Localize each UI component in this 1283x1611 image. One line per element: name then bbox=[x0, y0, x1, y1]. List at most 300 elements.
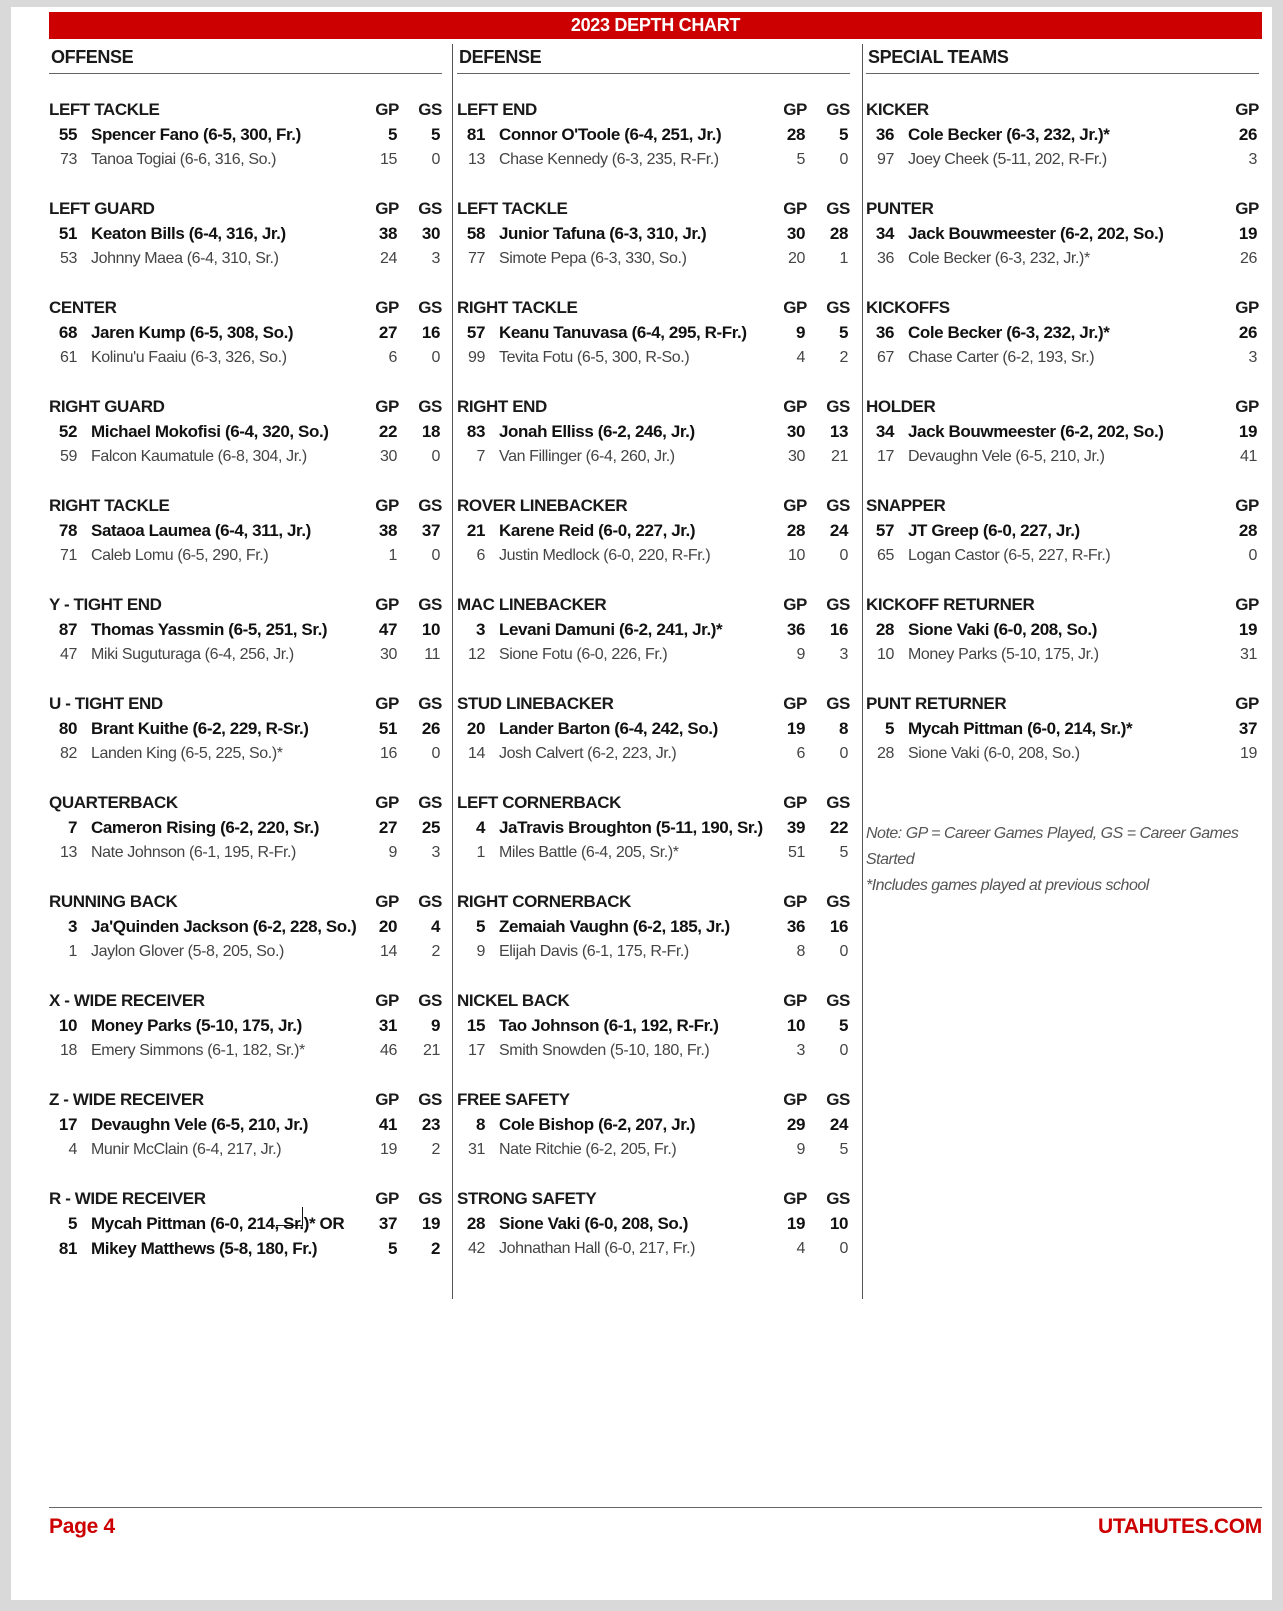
starter-row bbox=[49, 419, 442, 444]
games-played: 6 bbox=[796, 745, 805, 762]
games-played: 6 bbox=[388, 349, 397, 366]
games-played: 20 bbox=[788, 250, 805, 267]
gs-column-label: GS bbox=[418, 199, 442, 218]
backup-row bbox=[866, 147, 1259, 172]
position-header bbox=[49, 196, 442, 221]
player-name: Justin Medlock (6-0, 220, R-Fr.) bbox=[499, 547, 711, 564]
player-name: Falcon Kaumatule (6-8, 304, Jr.) bbox=[91, 448, 307, 465]
games-started: 0 bbox=[431, 448, 440, 465]
position-title: RUNNING BACK bbox=[49, 892, 178, 911]
gs-column-label: GS bbox=[826, 1090, 850, 1109]
games-played: 5 bbox=[796, 151, 805, 168]
jersey-number: 21 bbox=[466, 521, 485, 540]
position-header bbox=[457, 691, 850, 716]
position-header bbox=[49, 790, 442, 815]
games-played: 15 bbox=[380, 151, 397, 168]
backup-row bbox=[457, 444, 850, 469]
gp-column-label: GP bbox=[783, 595, 807, 614]
gp-column-label: GP bbox=[375, 892, 399, 911]
position-group bbox=[866, 493, 1259, 573]
gs-column-label: GS bbox=[418, 991, 442, 1010]
games-played: 46 bbox=[380, 1042, 397, 1059]
jersey-number: 3 bbox=[67, 917, 77, 936]
position-title: RIGHT GUARD bbox=[49, 397, 165, 416]
backup-row bbox=[457, 939, 850, 964]
position-title: R - WIDE RECEIVER bbox=[49, 1189, 206, 1208]
gp-column-label: GP bbox=[1235, 199, 1259, 218]
position-header bbox=[49, 1186, 442, 1211]
starter-row bbox=[866, 320, 1259, 345]
games-played: 19 bbox=[1238, 224, 1257, 243]
starter-row bbox=[866, 518, 1259, 543]
position-title: KICKOFFS bbox=[866, 298, 950, 317]
position-header bbox=[49, 295, 442, 320]
position-header bbox=[457, 97, 850, 122]
jersey-number: 5 bbox=[884, 719, 894, 738]
position-title: FREE SAFETY bbox=[457, 1090, 570, 1109]
position-header bbox=[49, 1087, 442, 1112]
gp-column-label: GP bbox=[375, 298, 399, 317]
games-started: 5 bbox=[839, 1141, 848, 1158]
games-played: 5 bbox=[387, 125, 397, 144]
gp-column-label: GP bbox=[783, 1189, 807, 1208]
games-started: 10 bbox=[421, 620, 440, 639]
games-started: 2 bbox=[839, 349, 848, 366]
position-group bbox=[49, 592, 442, 672]
gp-column-label: GP bbox=[783, 892, 807, 911]
player-name: Cameron Rising (6-2, 220, Sr.) bbox=[91, 818, 319, 837]
jersey-number: 61 bbox=[60, 349, 77, 366]
gs-column-label: GS bbox=[418, 595, 442, 614]
starter-row bbox=[457, 1211, 850, 1236]
games-played: 41 bbox=[378, 1115, 397, 1134]
games-started: 16 bbox=[421, 323, 440, 342]
games-played: 9 bbox=[796, 646, 805, 663]
jersey-number: 13 bbox=[468, 151, 485, 168]
games-played: 30 bbox=[380, 646, 397, 663]
position-header bbox=[457, 889, 850, 914]
games-started: 0 bbox=[431, 745, 440, 762]
games-played: 27 bbox=[378, 323, 397, 342]
starter-row bbox=[866, 716, 1259, 741]
backup-row bbox=[866, 543, 1259, 568]
gs-column-label: GS bbox=[418, 100, 442, 119]
starter-row bbox=[49, 1112, 442, 1137]
games-started: 2 bbox=[431, 1141, 440, 1158]
position-title: X - WIDE RECEIVER bbox=[49, 991, 205, 1010]
position-header bbox=[457, 592, 850, 617]
games-played: 0 bbox=[1248, 547, 1257, 564]
starter-row bbox=[49, 1013, 442, 1038]
position-title: RIGHT END bbox=[457, 397, 547, 416]
player-name: Johnny Maea (6-4, 310, Sr.) bbox=[91, 250, 279, 267]
position-title: LEFT TACKLE bbox=[457, 199, 568, 218]
jersey-number: 8 bbox=[475, 1115, 485, 1134]
games-played: 19 bbox=[1238, 620, 1257, 639]
position-title: SNAPPER bbox=[866, 496, 946, 515]
position-header bbox=[866, 394, 1259, 419]
gs-column-label: GS bbox=[826, 199, 850, 218]
position-header bbox=[457, 988, 850, 1013]
offense-column bbox=[49, 44, 442, 1258]
player-name: Elijah Davis (6-1, 175, R-Fr.) bbox=[499, 943, 689, 960]
backup-row bbox=[49, 1038, 442, 1063]
player-name: Simote Pepa (6-3, 330, So.) bbox=[499, 250, 687, 267]
gs-column-label: GS bbox=[826, 793, 850, 812]
gs-column-label: GS bbox=[418, 793, 442, 812]
starter-row bbox=[49, 122, 442, 147]
player-name: Keaton Bills (6-4, 316, Jr.) bbox=[91, 224, 286, 243]
jersey-number: 53 bbox=[60, 250, 77, 267]
jersey-number: 15 bbox=[466, 1016, 485, 1035]
column-header: OFFENSE bbox=[49, 44, 442, 74]
games-played: 24 bbox=[380, 250, 397, 267]
games-started: 5 bbox=[839, 844, 848, 861]
games-played: 41 bbox=[1240, 448, 1257, 465]
games-played: 3 bbox=[1248, 151, 1257, 168]
backup-row bbox=[457, 1236, 850, 1261]
jersey-number: 36 bbox=[877, 250, 894, 267]
jersey-number: 59 bbox=[60, 448, 77, 465]
backup-row bbox=[49, 840, 442, 865]
player-name: Sione Vaki (6-0, 208, So.) bbox=[908, 620, 1097, 639]
games-started: 0 bbox=[431, 547, 440, 564]
games-started: 5 bbox=[838, 323, 848, 342]
games-played: 47 bbox=[378, 620, 397, 639]
starter-row bbox=[457, 617, 850, 642]
position-header bbox=[866, 493, 1259, 518]
jersey-number: 47 bbox=[60, 646, 77, 663]
jersey-number: 52 bbox=[58, 422, 77, 441]
position-header bbox=[49, 889, 442, 914]
starter-row bbox=[49, 518, 442, 543]
starter-row bbox=[457, 1013, 850, 1038]
games-started: 30 bbox=[421, 224, 440, 243]
position-title: LEFT GUARD bbox=[49, 199, 155, 218]
jersey-number: 6 bbox=[476, 547, 485, 564]
games-played: 28 bbox=[786, 125, 805, 144]
gs-column-label: GS bbox=[826, 595, 850, 614]
gp-column-label: GP bbox=[783, 496, 807, 515]
gs-column-label: GS bbox=[418, 694, 442, 713]
player-name: Spencer Fano (6-5, 300, Fr.) bbox=[91, 125, 301, 144]
player-name: Money Parks (5-10, 175, Jr.) bbox=[91, 1016, 302, 1035]
player-name: Chase Carter (6-2, 193, Sr.) bbox=[908, 349, 1095, 366]
starter-row bbox=[457, 1112, 850, 1137]
position-header bbox=[49, 394, 442, 419]
player-name: Ja'Quinden Jackson (6-2, 228, So.) bbox=[91, 917, 357, 936]
position-header bbox=[49, 592, 442, 617]
position-title: PUNT RETURNER bbox=[866, 694, 1007, 713]
games-played: 30 bbox=[380, 448, 397, 465]
player-name: Jack Bouwmeester (6-2, 202, So.) bbox=[908, 422, 1164, 441]
player-name: Kolinu'u Faaiu (6-3, 326, So.) bbox=[91, 349, 287, 366]
jersey-number: 28 bbox=[877, 745, 894, 762]
jersey-number: 73 bbox=[60, 151, 77, 168]
gp-column-label: GP bbox=[783, 694, 807, 713]
games-played: 5 bbox=[387, 1239, 397, 1258]
player-name: Mycah Pittman (6-0, 214, Sr.)* OR bbox=[91, 1214, 345, 1233]
player-name: Tanoa Togiai (6-6, 316, So.) bbox=[91, 151, 277, 168]
jersey-number: 7 bbox=[476, 448, 485, 465]
games-started: 25 bbox=[421, 818, 440, 837]
player-name: Mycah Pittman (6-0, 214, Sr.)* bbox=[908, 719, 1133, 738]
starter-row bbox=[457, 815, 850, 840]
gp-column-label: GP bbox=[783, 793, 807, 812]
position-group bbox=[49, 691, 442, 771]
starter-row bbox=[49, 1211, 442, 1236]
player-name: JT Greep (6-0, 227, Jr.) bbox=[908, 521, 1080, 540]
starter-row bbox=[457, 518, 850, 543]
games-played: 19 bbox=[786, 719, 805, 738]
games-started: 3 bbox=[431, 844, 440, 861]
player-name: Smith Snowden (5-10, 180, Fr.) bbox=[499, 1042, 710, 1059]
gp-column-label: GP bbox=[1235, 694, 1259, 713]
jersey-number: 42 bbox=[468, 1240, 485, 1257]
games-played: 9 bbox=[388, 844, 397, 861]
jersey-number: 20 bbox=[466, 719, 485, 738]
gp-column-label: GP bbox=[375, 694, 399, 713]
column-header: DEFENSE bbox=[457, 44, 850, 74]
backup-row bbox=[49, 1137, 442, 1162]
starter-row bbox=[457, 716, 850, 741]
jersey-number: 65 bbox=[877, 547, 894, 564]
games-played: 30 bbox=[786, 224, 805, 243]
jersey-number: 17 bbox=[58, 1115, 77, 1134]
position-title: RIGHT CORNERBACK bbox=[457, 892, 631, 911]
position-title: ROVER LINEBACKER bbox=[457, 496, 628, 515]
player-name: Sione Vaki (6-0, 208, So.) bbox=[499, 1214, 688, 1233]
player-name: Jack Bouwmeester (6-2, 202, So.) bbox=[908, 224, 1164, 243]
games-played: 36 bbox=[786, 917, 805, 936]
player-name: Emery Simmons (6-1, 182, Sr.)* bbox=[91, 1042, 305, 1059]
starter-row bbox=[457, 122, 850, 147]
starter-row bbox=[866, 122, 1259, 147]
position-header bbox=[457, 1087, 850, 1112]
games-started: 8 bbox=[838, 719, 848, 738]
backup-row bbox=[457, 147, 850, 172]
position-group bbox=[49, 889, 442, 969]
games-played: 16 bbox=[380, 745, 397, 762]
position-title: Z - WIDE RECEIVER bbox=[49, 1090, 204, 1109]
games-played: 4 bbox=[796, 1240, 805, 1257]
games-started: 0 bbox=[839, 745, 848, 762]
player-name: Devaughn Vele (6-5, 210, Jr.) bbox=[908, 448, 1105, 465]
backup-row bbox=[866, 345, 1259, 370]
page-number: Page 4 bbox=[49, 1515, 115, 1538]
player-name: Jonah Elliss (6-2, 246, Jr.) bbox=[499, 422, 695, 441]
games-started: 21 bbox=[423, 1042, 440, 1059]
games-started: 0 bbox=[839, 1042, 848, 1059]
jersey-number: 10 bbox=[58, 1016, 77, 1035]
jersey-number: 4 bbox=[475, 818, 485, 837]
position-header bbox=[866, 592, 1259, 617]
games-played: 19 bbox=[1238, 422, 1257, 441]
games-started: 26 bbox=[421, 719, 440, 738]
backup-row bbox=[866, 444, 1259, 469]
position-group bbox=[49, 1087, 442, 1167]
player-name: Sione Vaki (6-0, 208, So.) bbox=[908, 745, 1080, 762]
jersey-number: 10 bbox=[877, 646, 894, 663]
jersey-number: 28 bbox=[875, 620, 894, 639]
position-title: QUARTERBACK bbox=[49, 793, 178, 812]
position-group bbox=[457, 1186, 850, 1266]
player-name: Sataoa Laumea (6-4, 311, Jr.) bbox=[91, 521, 311, 540]
games-started: 5 bbox=[838, 1016, 848, 1035]
backup-row bbox=[866, 642, 1259, 667]
position-title: CENTER bbox=[49, 298, 117, 317]
games-started: 10 bbox=[829, 1214, 848, 1233]
position-title: Y - TIGHT END bbox=[49, 595, 162, 614]
position-group bbox=[866, 691, 1259, 771]
jersey-number: 5 bbox=[67, 1214, 77, 1233]
jersey-number: 71 bbox=[60, 547, 77, 564]
player-name: Caleb Lomu (6-5, 290, Fr.) bbox=[91, 547, 269, 564]
column-divider bbox=[452, 44, 453, 1299]
gp-column-label: GP bbox=[783, 199, 807, 218]
gp-column-label: GP bbox=[783, 397, 807, 416]
jersey-number: 67 bbox=[877, 349, 894, 366]
gp-column-label: GP bbox=[783, 100, 807, 119]
jersey-number: 1 bbox=[68, 943, 77, 960]
gs-column-label: GS bbox=[826, 892, 850, 911]
games-played: 31 bbox=[378, 1016, 397, 1035]
games-started: 0 bbox=[431, 151, 440, 168]
backup-row bbox=[49, 939, 442, 964]
jersey-number: 9 bbox=[476, 943, 485, 960]
position-header bbox=[457, 790, 850, 815]
player-name: Johnathan Hall (6-0, 217, Fr.) bbox=[499, 1240, 696, 1257]
position-title: RIGHT TACKLE bbox=[49, 496, 170, 515]
backup-row bbox=[49, 642, 442, 667]
player-name: Jaylon Glover (5-8, 205, So.) bbox=[91, 943, 284, 960]
position-group bbox=[457, 196, 850, 276]
jersey-number: 57 bbox=[875, 521, 894, 540]
gs-column-label: GS bbox=[418, 397, 442, 416]
jersey-number: 81 bbox=[466, 125, 485, 144]
games-started: 5 bbox=[430, 125, 440, 144]
footnote bbox=[866, 821, 1259, 899]
games-played: 39 bbox=[786, 818, 805, 837]
gs-column-label: GS bbox=[826, 298, 850, 317]
gp-column-label: GP bbox=[375, 793, 399, 812]
player-name: Tao Johnson (6-1, 192, R-Fr.) bbox=[499, 1016, 719, 1035]
gs-column-label: GS bbox=[418, 1090, 442, 1109]
games-started: 0 bbox=[839, 151, 848, 168]
jersey-number: 18 bbox=[60, 1042, 77, 1059]
position-group bbox=[457, 889, 850, 969]
starter-row bbox=[457, 320, 850, 345]
gs-column-label: GS bbox=[418, 1189, 442, 1208]
starter-row bbox=[457, 914, 850, 939]
jersey-number: 87 bbox=[58, 620, 77, 639]
games-played: 1 bbox=[388, 547, 397, 564]
games-started: 23 bbox=[421, 1115, 440, 1134]
player-name: Devaughn Vele (6-5, 210, Jr.) bbox=[91, 1115, 309, 1134]
jersey-number: 3 bbox=[475, 620, 485, 639]
player-name: Cole Becker (6-3, 232, Jr.)* bbox=[908, 125, 1110, 144]
starter-row bbox=[457, 419, 850, 444]
player-name: Nate Johnson (6-1, 195, R-Fr.) bbox=[91, 844, 296, 861]
position-group bbox=[457, 1087, 850, 1167]
player-name: Cole Becker (6-3, 232, Jr.)* bbox=[908, 250, 1090, 267]
jersey-number: 82 bbox=[60, 745, 77, 762]
games-played: 14 bbox=[380, 943, 397, 960]
backup-row bbox=[866, 741, 1259, 766]
position-group bbox=[866, 295, 1259, 375]
starter-row bbox=[49, 914, 442, 939]
page-title-banner: 2023 DEPTH CHART bbox=[49, 12, 1262, 39]
position-group bbox=[49, 97, 442, 177]
jersey-number: 57 bbox=[466, 323, 485, 342]
games-started: 11 bbox=[424, 646, 440, 663]
games-started: 2 bbox=[431, 943, 440, 960]
jersey-number: 68 bbox=[58, 323, 77, 342]
player-name: Brant Kuithe (6-2, 229, R-Sr.) bbox=[91, 719, 309, 738]
jersey-number: 81 bbox=[58, 1239, 77, 1258]
gp-column-label: GP bbox=[375, 496, 399, 515]
games-started: 24 bbox=[829, 521, 848, 540]
position-header bbox=[457, 1186, 850, 1211]
position-group bbox=[457, 592, 850, 672]
gp-column-label: GP bbox=[1235, 298, 1259, 317]
player-name: Thomas Yassmin (6-5, 251, Sr.) bbox=[91, 620, 328, 639]
games-started: 0 bbox=[839, 1240, 848, 1257]
gs-column-label: GS bbox=[826, 100, 850, 119]
jersey-number: 97 bbox=[877, 151, 894, 168]
games-played: 28 bbox=[1238, 521, 1257, 540]
games-played: 28 bbox=[786, 521, 805, 540]
position-title: HOLDER bbox=[866, 397, 936, 416]
gs-column-label: GS bbox=[826, 1189, 850, 1208]
document-page bbox=[11, 7, 1272, 1600]
games-played: 10 bbox=[788, 547, 805, 564]
games-started: 3 bbox=[839, 646, 848, 663]
player-name: Landen King (6-5, 225, So.)* bbox=[91, 745, 283, 762]
player-name: Van Fillinger (6-4, 260, Jr.) bbox=[499, 448, 675, 465]
backup-row bbox=[49, 543, 442, 568]
position-title: KICKOFF RETURNER bbox=[866, 595, 1035, 614]
jersey-number: 55 bbox=[58, 125, 77, 144]
games-started: 21 bbox=[831, 448, 848, 465]
position-header bbox=[866, 196, 1259, 221]
position-header bbox=[49, 493, 442, 518]
starter-row bbox=[866, 221, 1259, 246]
jersey-number: 34 bbox=[875, 422, 894, 441]
position-header bbox=[866, 97, 1259, 122]
position-header bbox=[457, 394, 850, 419]
games-played: 22 bbox=[378, 422, 397, 441]
games-played: 3 bbox=[1248, 349, 1257, 366]
games-started: 1 bbox=[839, 250, 848, 267]
player-name: Mikey Matthews (5-8, 180, Fr.) bbox=[91, 1239, 318, 1258]
games-played: 30 bbox=[786, 422, 805, 441]
games-started: 28 bbox=[829, 224, 848, 243]
backup-row bbox=[49, 444, 442, 469]
defense-column bbox=[457, 44, 850, 1257]
jersey-number: 17 bbox=[468, 1042, 485, 1059]
position-group bbox=[457, 97, 850, 177]
games-played: 29 bbox=[786, 1115, 805, 1134]
player-name: Junior Tafuna (6-3, 310, Jr.) bbox=[499, 224, 707, 243]
position-header bbox=[866, 295, 1259, 320]
games-played: 10 bbox=[786, 1016, 805, 1035]
player-name: Logan Castor (6-5, 227, R-Fr.) bbox=[908, 547, 1111, 564]
gp-column-label: GP bbox=[1235, 496, 1259, 515]
games-played: 4 bbox=[796, 349, 805, 366]
position-group bbox=[49, 295, 442, 375]
player-name: Cole Bishop (6-2, 207, Jr.) bbox=[499, 1115, 696, 1134]
